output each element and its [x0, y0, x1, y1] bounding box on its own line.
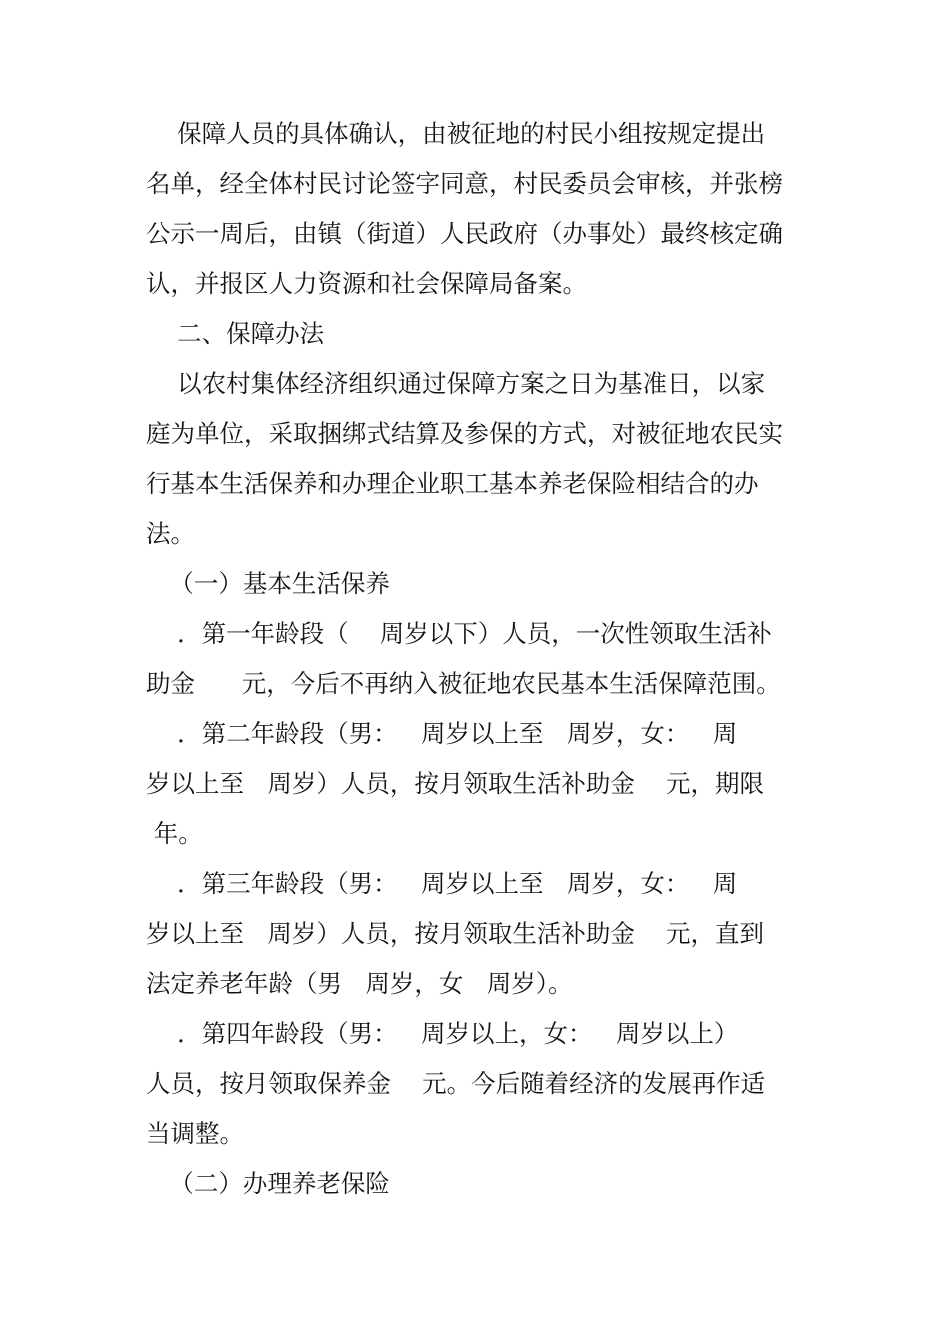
- paragraph-line: 公示一周后，由镇（街道）人民政府（办事处）最终核定确: [146, 219, 783, 248]
- paragraph-line: 法定养老年龄（男 周岁，女 周岁）。: [146, 969, 573, 998]
- paragraph-line: 名单，经全体村民讨论签字同意，村民委员会审核，并张榜: [146, 169, 783, 198]
- paragraph-line: 岁以上至 周岁）人员，按月领取生活补助金 元，直到: [146, 919, 765, 948]
- paragraph-line: 认，并报区人力资源和社会保障局备案。: [146, 269, 587, 298]
- subsection-heading: （一）基本生活保养: [146, 569, 390, 598]
- section-heading: 二、保障办法: [146, 319, 325, 348]
- paragraph-line: ．第四年龄段（男： 周岁以上，女： 周岁以上）: [146, 1019, 739, 1048]
- paragraph-line: 当调整。: [146, 1119, 244, 1148]
- paragraph-line: 保障人员的具体确认，由被征地的村民小组按规定提出: [146, 119, 766, 148]
- paragraph-line: 助金 元，今后不再纳入被征地农民基本生活保障范围。: [146, 669, 781, 698]
- paragraph-line: 以农村集体经济组织通过保障方案之日为基准日，以家: [146, 369, 766, 398]
- paragraph-line: 行基本生活保养和办理企业职工基本养老保险相结合的办: [146, 469, 759, 498]
- paragraph-line: 岁以上至 周岁）人员，按月领取生活补助金 元，期限: [146, 769, 765, 798]
- paragraph-line: 人员，按月领取保养金 元。今后随着经济的发展再作适: [146, 1069, 766, 1098]
- paragraph-line: 年。: [146, 819, 203, 848]
- paragraph-line: ．第一年龄段（ 周岁以下）人员，一次性领取生活补: [146, 619, 772, 648]
- paragraph-line: 庭为单位，采取捆绑式结算及参保的方式，对被征地农民实: [146, 419, 783, 448]
- paragraph-line: 法。: [146, 519, 195, 548]
- paragraph-line: ．第二年龄段（男： 周岁以上至 周岁，女： 周: [146, 719, 738, 748]
- paragraph-line: ．第三年龄段（男： 周岁以上至 周岁，女： 周: [146, 869, 738, 898]
- subsection-heading: （二）办理养老保险: [146, 1169, 390, 1198]
